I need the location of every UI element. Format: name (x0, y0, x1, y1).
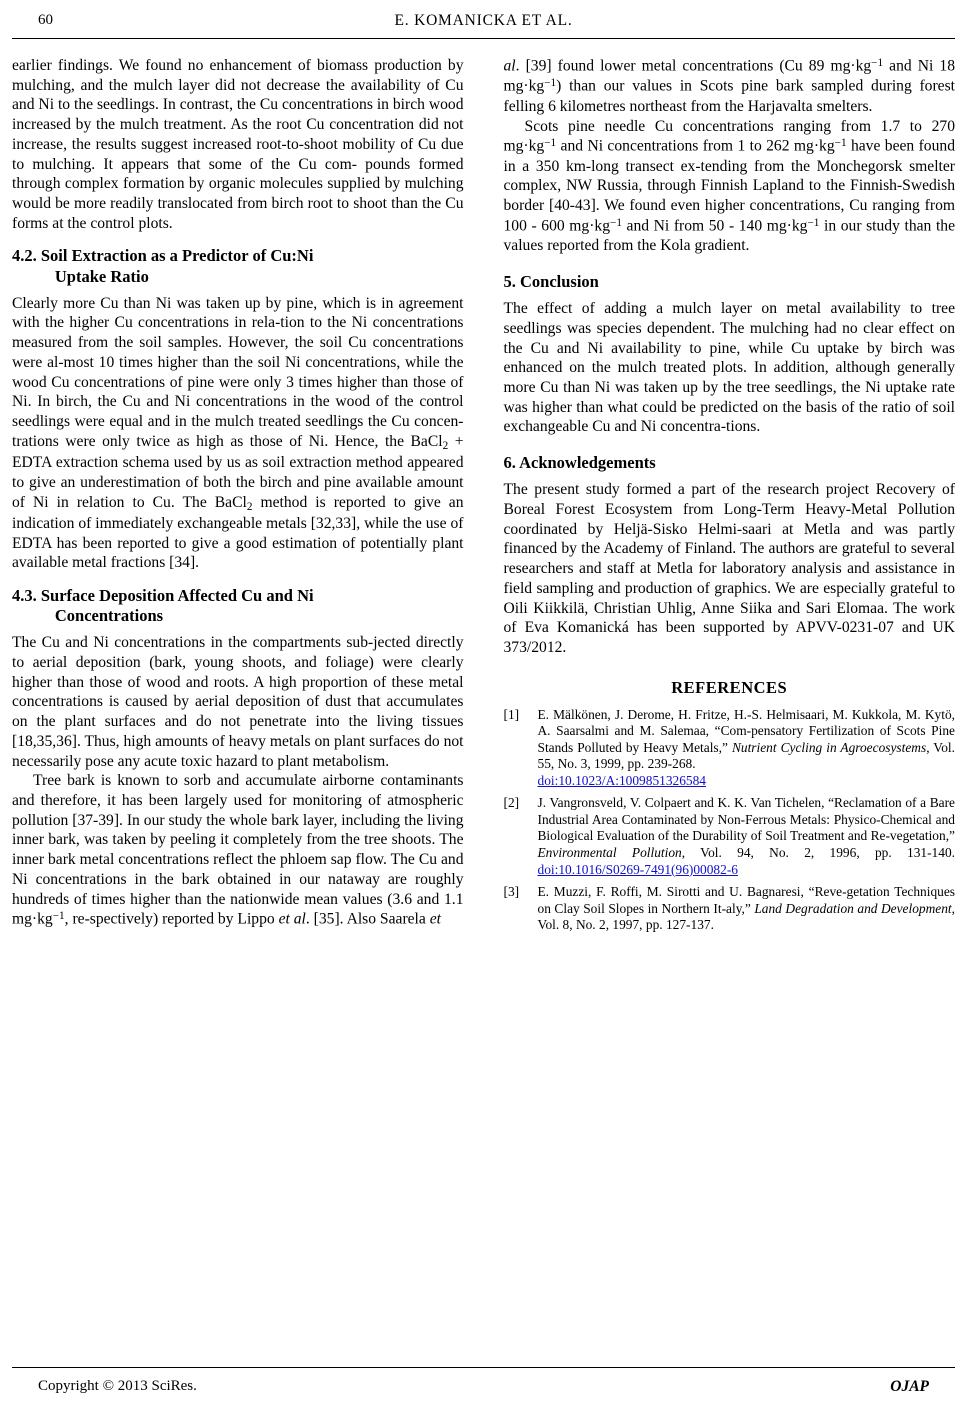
section-heading-4-2-line1: 4.2. Soil Extraction as a Predictor of Cu:Ni (12, 246, 314, 266)
running-head (38, 12, 929, 34)
paragraph-needle-concentrations (504, 117, 956, 256)
journal-title: Nutrient Cycling in Agroecosystems (731, 739, 927, 755)
doi-link[interactable]: doi:10.1023/A:1009851326584 (537, 772, 707, 788)
text-run: have been found in a 350 km-long transect ex-tending from the Monchegorsk smelter complex, NW Russia, through Finnish Lapland to the Finnish-Swedish border [40-43]. We found even higher concentrations, Cu ranging from 100 - 600 mg·kg (503, 137, 955, 235)
page-number: 60 (38, 12, 53, 28)
paragraph-conclusion: The effect of adding a mulch layer on metal availability to tree seedlings was species dependent. The mulching had no clear effect on the Cu and Ni availability to pine, while Cu uptake by birch was enhanced on the mulch treated plots. In addition, although generally more Cu than Ni was taken up by the tree seedlings, the Ni uptake rate was higher than what could be predicted on the basis of the ratio of soil exchangeable Cu and Ni concentra-tions. (503, 300, 955, 436)
italic-et-al: et al (278, 911, 306, 929)
copyright-notice: Copyright © 2013 SciRes. (38, 1378, 197, 1394)
section-heading-4-3-line2: Concentrations (54, 606, 164, 626)
paragraph-acknowledgements: The present study formed a part of the research project Recovery of Boreal Forest Ecosystem from Long-Term Heavy-Metal Pollution coordinated by Heljä-Sisko Helmi-saari at Metla and was partly financed by the Academy of Finland. The authors are grateful to several researchers and staff at Metla for laboratory analysis and assistance in field sampling and production of graphics. We are especially grateful to Oili Kiikkilä, Christian Uhlig, Anne Siika and Sari Elomaa. The work of Eva Komanická has been supported by APVV-0231-07 and UK 373/2012. (503, 481, 955, 657)
superscript-minus1: −1 (52, 910, 65, 923)
section-heading-4-3 (12, 586, 464, 626)
text-run: Tree bark is known to sorb and accumulate airborne contaminants and therefore, it has been largely used for monitoring of atmospheric pollution [37-39]. In our study the whole bark layer, including the living inner bark, was taken by peeling it completely from the tree shoots. The inner bark metal concentrations reflect the phloem sap flow. The Cu and Ni concentrations in the bark obtained in our nataway are roughly hundreds of times higher than the nationwide mean values (3.6 and 1.1 mg·kg (12, 772, 464, 929)
paragraph-continuation-right (504, 56, 956, 117)
footer-rule (12, 1367, 955, 1368)
text-run: E. Muzzi, F. Roffi, M. Sirotti and U. Bagnaresi, “Reve-getation Techniques on Clay Soil Slopes in Northern It-aly,” (537, 884, 955, 916)
text-run: , re-spectively) reported by Lippo (64, 911, 279, 929)
header-rule (12, 38, 955, 39)
text-run: and Ni concentrations from 1 to 262 mg·kg (556, 137, 835, 155)
superscript-minus1: −1 (871, 57, 884, 69)
body-columns (12, 56, 955, 1358)
text-run: . [35]. Also Saarela (305, 911, 430, 929)
text-run: method is reported to give an indication of immediately exchangeable metals [32,33], while the use of EDTA has been reported to give a good estimation of potentially plant available metal fractions [34]. (12, 493, 464, 572)
journal-title: Land Degradation and Development (754, 900, 952, 916)
references-list (504, 707, 956, 934)
section-heading-5: 5. Conclusion (503, 272, 599, 291)
reference-number: [3] (503, 884, 520, 900)
paragraph-4-2-1 (12, 294, 464, 573)
text-run: Clearly more Cu than Ni was taken up by pine, which is in agreement with the higher Cu concentrations in rela-tion to the Ni concentrations measured from the soil samples. However, the soil Cu concentrations were al-most 10 times higher than the soil Ni concentrations, while the wood Cu concentrations of pine were only 3 times higher than those of Ni. In birch, the Cu and Ni concentrations in the wood of the control seedlings were equal and in the mulch treated seedlings the Cu concen-trations were only twice as high as those of Ni. Hence, the BaCl (12, 294, 464, 450)
text-run: ) than our values in Scots pine bark sampled during forest felling 6 kilometres northeast from the Harjavalta smelters. (503, 78, 955, 115)
reference-item (504, 795, 956, 878)
text-run: E. Mälkönen, J. Derome, H. Fritze, H.-S. Helmisaari, M. Kukkola, M. Kytö, A. Saarsalmi and M. Salemaa, “Com-pensatory Fertilization of Scots Pine Stands Polluted by Heavy Metals,” (537, 706, 955, 755)
text-run: , Vol. 94, No. 2, 1996, pp. 131-140. (681, 844, 955, 860)
right-column (504, 56, 956, 1358)
subscript-2: 2 (246, 500, 253, 513)
left-column (12, 56, 464, 1358)
paragraph-4-3-1: The Cu and Ni concentrations in the compartments sub-jected directly to aerial deposition (bark, young shoots, and foliage) were clearly higher than those of wood and roots. A high proportion of these metal concentrations is caused by aerial deposition of dust that accumulates on the plant surfaces and do not penetrate into the living tissues [18,35,36]. Thus, high amounts of heavy metals on plant surfaces do not necessarily pose any acute toxic hazard to plant metabolism. (12, 634, 464, 770)
superscript-minus1: −1 (544, 77, 557, 90)
superscript-minus1: −1 (834, 137, 847, 150)
section-heading-4-3-line1: 4.3. Surface Deposition Affected Cu and Ni (12, 586, 314, 606)
text-run: in our study than the values reported from the Kola gradient. (503, 217, 955, 255)
section-heading-4-2-line2: Uptake Ratio (54, 266, 149, 286)
paragraph-4-3-2 (12, 771, 464, 929)
italic-et: et (429, 911, 441, 929)
reference-item (504, 884, 956, 934)
italic-al: al (503, 57, 516, 75)
text-run: and Ni 18 mg·kg (503, 57, 955, 96)
section-heading-6: 6. Acknowledgements (503, 453, 656, 473)
text-run: . [39] found lower metal concentrations (Cu 89 mg·kg (515, 57, 872, 75)
reference-body (538, 707, 956, 790)
journal-title: Environmental Pollution (537, 844, 682, 860)
section-heading-4-2 (12, 246, 464, 286)
references-heading: REFERENCES (671, 677, 788, 697)
doi-link[interactable]: doi:10.1016/S0269-7491(96)00082-6 (537, 861, 738, 877)
text-run: J. Vangronsveld, V. Colpaert and K. K. Van Tichelen, “Reclamation of a Bare Industrial Area Contaminated by Non-Ferrous Metals: Physico-Chemical and Biological Evaluation of the Durability of Soil Treatment and Re-vegetation,” (537, 795, 955, 844)
text-run: , Vol. 55, No. 3, 1999, pp. 239-268. (537, 739, 955, 772)
superscript-minus1: −1 (610, 216, 622, 229)
running-title: E. KOMANICKA ET AL. (394, 12, 573, 29)
text-run: Scots pine needle Cu concentrations ranging from 1.7 to 270 mg·kg (503, 117, 955, 155)
reference-item (504, 707, 956, 790)
page-footer (38, 1378, 929, 1400)
superscript-minus1: −1 (544, 137, 557, 150)
reference-number: [1] (503, 706, 520, 722)
paragraph-continuation: earlier findings. We found no enhancement of biomass production by mulching, and the mulch layer did not decrease the availability of Cu and Ni to the seedlings. In contrast, the Cu concentrations in birch wood increased by the mulch treatment. As the root Cu concentration did not increase, the results suggest increased root-to-shoot mobility of Cu due to mulching. It appears that some of the Cu com- pounds formed through complex formation by organic molecules supplied by mulching would be more readily translocated from birch root to shoot than the Cu forms at the control plots. (12, 57, 464, 232)
reference-number: [2] (503, 795, 520, 811)
text-run: and Ni from 50 - 140 mg·kg (621, 217, 808, 235)
text-run: , Vol. 8, No. 2, 1997, pp. 127-137. (537, 900, 955, 933)
reference-body (538, 795, 956, 878)
reference-body (538, 884, 956, 934)
journal-abbreviation: OJAP (890, 1378, 929, 1395)
subscript-2: 2 (442, 439, 449, 452)
superscript-minus1: −1 (807, 216, 820, 229)
text-run: + EDTA extraction schema used by us as soil extraction method appeared to give an underestimation of both the birch and pine available amount of Ni in relation to Cu. The BaCl (12, 432, 464, 511)
